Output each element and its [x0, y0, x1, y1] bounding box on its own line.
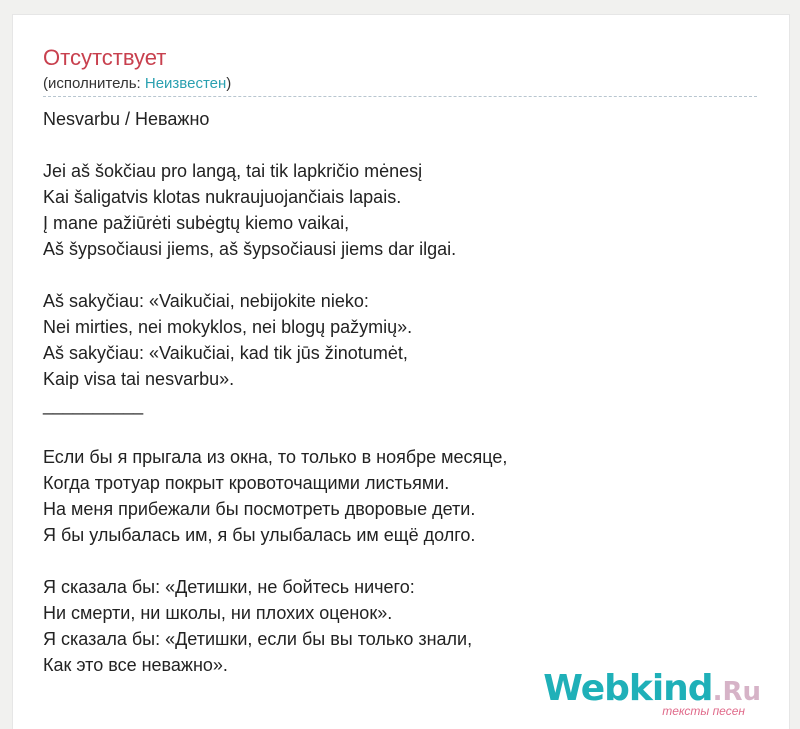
lyric-line: Если бы я прыгала из окна, то только в ноябре месяце, [43, 447, 508, 467]
logo-tagline: тексты песен [662, 704, 745, 718]
lyric-blank-line [43, 418, 757, 444]
lyric-line: Я сказала бы: «Детишки, если бы вы только знали, [43, 629, 473, 649]
logo-suffix: .Ru [712, 677, 761, 707]
song-title: Nesvarbu / Неважно [43, 109, 210, 129]
lyric-line: Aš sakyčiau: «Vaikučiai, nebijokite nieko: [43, 291, 369, 311]
artist-prefix: (исполнитель: [43, 75, 145, 92]
lyric-blank-line [43, 132, 757, 158]
lyric-blank-line [43, 548, 757, 574]
artist-link[interactable]: Неизвестен [144, 75, 227, 92]
page-title: Отсутствует [43, 45, 167, 70]
header-divider [43, 96, 757, 97]
lyric-lines [43, 132, 757, 678]
lyric-line: Как это все неважно». [43, 655, 228, 675]
lyric-line: Aš sakyčiau: «Vaikučiai, kad tik jūs žinotumėt, [43, 343, 408, 363]
logo-name: Webkind [543, 668, 713, 709]
lyric-line: На меня прибежали бы посмотреть дворовые дети. [43, 499, 476, 519]
lyric-line: __________ [43, 395, 144, 415]
lyric-line: Aš šypsočiausi jiems, aš šypsočiausi jiems dar ilgai. [43, 239, 457, 259]
lyrics-body [43, 106, 757, 678]
artist-suffix: ) [226, 75, 232, 92]
lyric-line: Kai šaligatvis klotas nukraujuojančiais lapais. [43, 187, 402, 207]
lyric-line: Kaip visa tai nesvarbu». [43, 369, 235, 389]
artist-line [43, 75, 231, 93]
lyric-line: Я сказала бы: «Детишки, не бойтесь ничего: [43, 577, 415, 597]
webkind-logo[interactable] [543, 668, 761, 718]
lyric-line: Когда тротуар покрыт кровоточащими листьями. [43, 473, 450, 493]
lyric-line: Jei aš šokčiau pro langą, tai tik lapkričio mėnesį [43, 161, 423, 181]
lyric-blank-line [43, 262, 757, 288]
lyric-line: Nei mirties, nei mokyklos, nei blogų pažymių». [43, 317, 413, 337]
content-card [12, 14, 790, 729]
lyric-line: Į mane pažiūrėti subėgtų kiemo vaikai, [43, 213, 350, 233]
lyric-line: Я бы улыбалась им, я бы улыбалась им ещё долго. [43, 525, 476, 545]
lyric-line: Ни смерти, ни школы, ни плохих оценок». [43, 603, 393, 623]
